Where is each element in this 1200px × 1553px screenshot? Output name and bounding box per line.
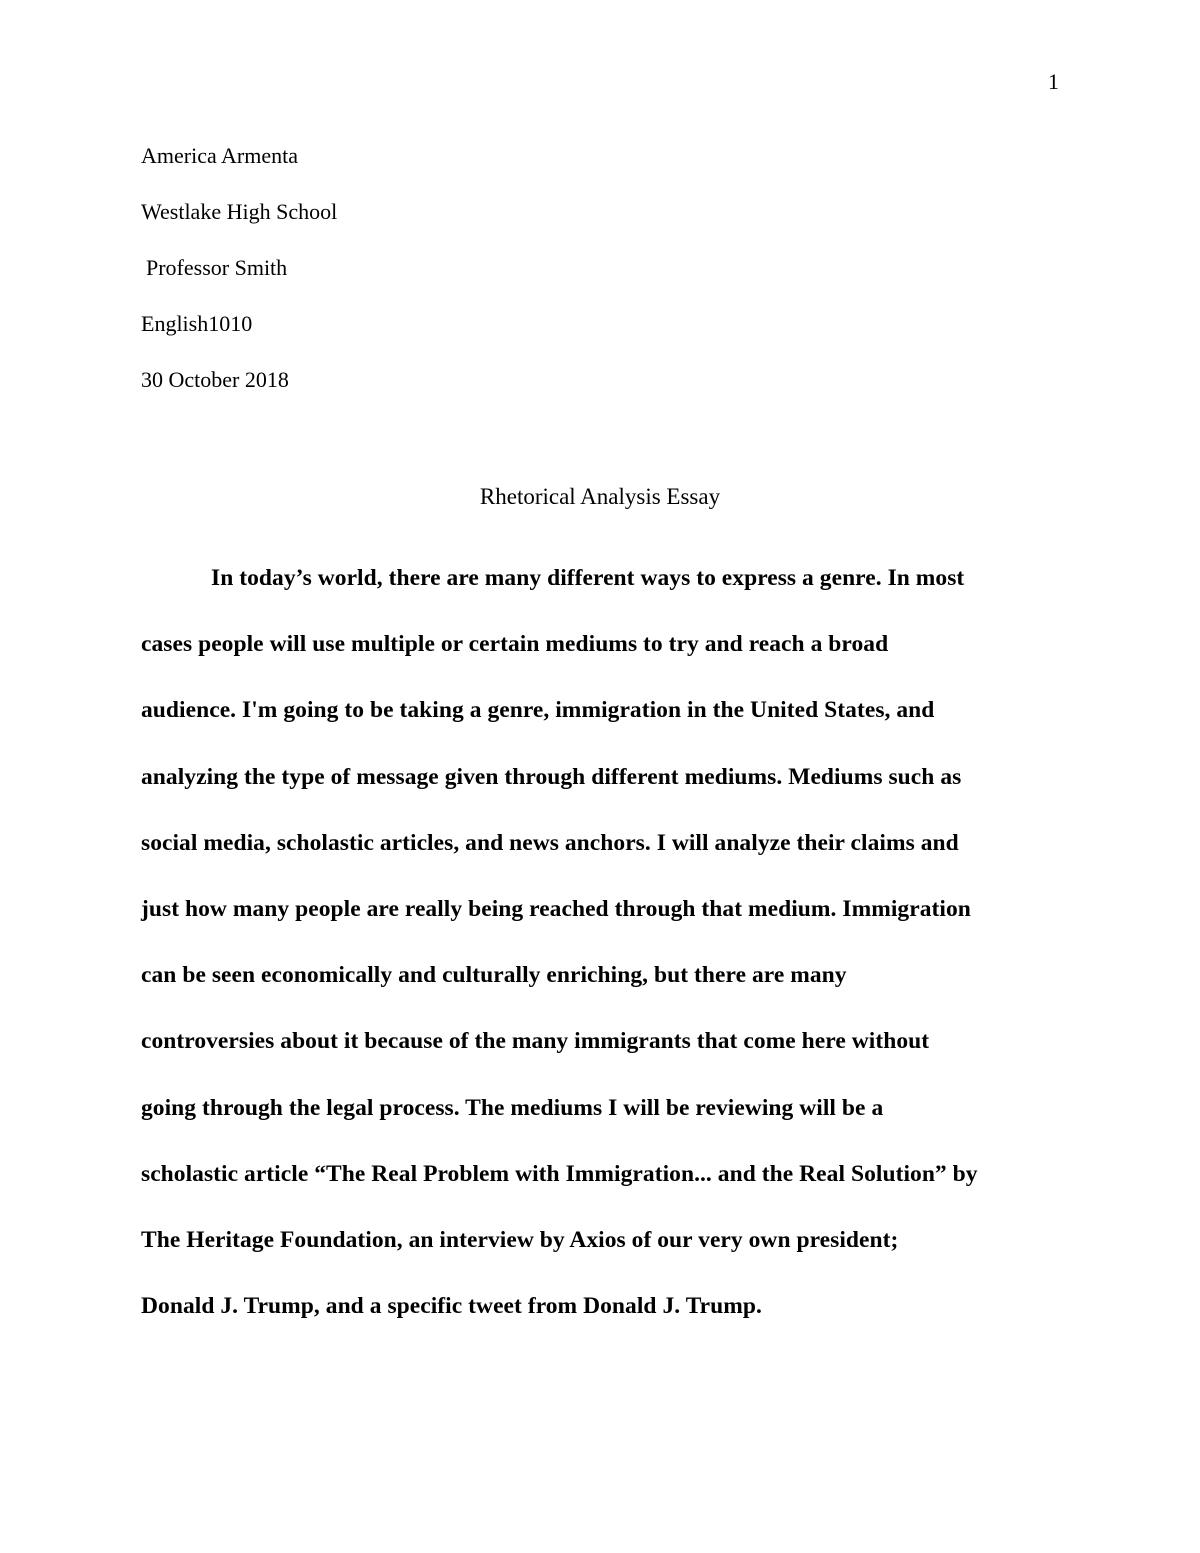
course-name: English1010: [141, 311, 253, 336]
paragraph-line: analyzing the type of message given through different mediums. Mediums such as: [141, 763, 962, 790]
professor-name: Professor Smith: [146, 255, 288, 280]
author-name: America Armenta: [141, 143, 298, 168]
essay-title: Rhetorical Analysis Essay: [479, 484, 721, 509]
paragraph-line: audience. I'm going to be taking a genre, immigration in the United States, and: [141, 697, 935, 724]
paragraph-line: social media, scholastic articles, and news anchors. I will analyze their claims and: [141, 829, 959, 856]
paragraph-line: scholastic article “The Real Problem with Immigration... and the Real Solution” by: [141, 1160, 978, 1187]
paragraph-line: can be seen economically and culturally enriching, but there are many: [141, 962, 847, 989]
paragraph-line: controversies about it because of the many immigrants that come here without: [141, 1028, 930, 1055]
paragraph-line: just how many people are really being reached through that medium. Immigration: [141, 895, 971, 922]
document-date: 30 October 2018: [141, 367, 289, 392]
paragraph-line: Donald J. Trump, and a specific tweet from Donald J. Trump.: [141, 1293, 762, 1320]
school-name: Westlake High School: [141, 199, 338, 224]
paragraph-line: cases people will use multiple or certain mediums to try and reach a broad: [141, 631, 889, 658]
paragraph-line: going through the legal process. The mediums I will be reviewing will be a: [141, 1094, 884, 1121]
essay-body-paragraph: [141, 545, 1059, 1339]
paragraph-line: The Heritage Foundation, an interview by Axios of our very own president;: [141, 1226, 899, 1253]
page-number: 1: [1048, 69, 1059, 94]
header-block: [141, 143, 1059, 423]
paragraph-line: In today’s world, there are many different ways to express a genre. In most: [211, 565, 965, 591]
